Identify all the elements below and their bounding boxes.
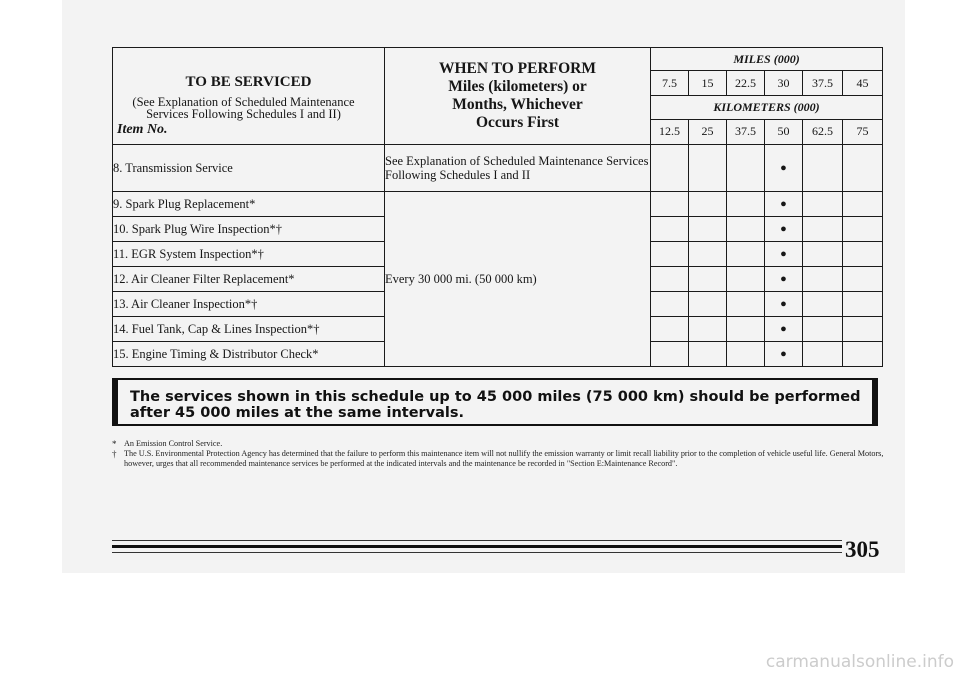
- interval-mark: [727, 342, 765, 367]
- interval-mark: [843, 217, 883, 242]
- interval-mark: [843, 267, 883, 292]
- interval-mark: [803, 267, 843, 292]
- service-item-name: 15. Engine Timing & Distributor Check*: [113, 342, 385, 367]
- service-item-name: 11. EGR System Inspection*†: [113, 242, 385, 267]
- footnote-symbol: *: [112, 439, 117, 449]
- footer-rule-thick: [112, 545, 842, 548]
- km-interval-3: 37.5: [727, 119, 765, 144]
- interval-mark: [843, 145, 883, 192]
- watermark-text: carmanualsonline.info: [765, 652, 954, 672]
- interval-mark: [727, 317, 765, 342]
- when-line-1: Miles (kilometers) or: [448, 78, 587, 95]
- km-interval-1: 12.5: [651, 119, 689, 144]
- miles-interval-3: 22.5: [727, 71, 765, 96]
- interval-mark: [689, 192, 727, 217]
- km-interval-4: 50: [765, 119, 803, 144]
- interval-mark: [651, 192, 689, 217]
- km-interval-5: 62.5: [803, 119, 843, 144]
- interval-mark: ●: [765, 267, 803, 292]
- interval-mark: [689, 267, 727, 292]
- interval-mark: [843, 242, 883, 267]
- miles-units-header: MILES (000): [651, 48, 883, 71]
- interval-mark: ●: [765, 292, 803, 317]
- interval-mark: [651, 342, 689, 367]
- interval-mark: [843, 192, 883, 217]
- km-interval-6: 75: [843, 119, 883, 144]
- item-no-label: Item No.: [117, 122, 168, 137]
- miles-interval-6: 45: [843, 71, 883, 96]
- when-to-perform-cell: Every 30 000 mi. (50 000 km): [385, 192, 651, 367]
- interval-mark: [689, 242, 727, 267]
- interval-mark: [727, 242, 765, 267]
- interval-mark: [803, 342, 843, 367]
- footnote-symbol: †: [112, 449, 117, 459]
- interval-mark: ●: [765, 242, 803, 267]
- when-to-perform-title: WHEN TO PERFORM: [438, 60, 597, 77]
- km-interval-2: 25: [689, 119, 727, 144]
- maintenance-schedule-table: [112, 47, 883, 367]
- interval-mark: [651, 217, 689, 242]
- service-item-name: 12. Air Cleaner Filter Replacement*: [113, 267, 385, 292]
- interval-mark: [651, 267, 689, 292]
- miles-interval-4: 30: [765, 71, 803, 96]
- watermark: [0, 652, 960, 672]
- interval-mark: [689, 292, 727, 317]
- miles-interval-5: 37.5: [803, 71, 843, 96]
- table-row: [113, 145, 883, 192]
- kilometers-units-header: KILOMETERS (000): [651, 96, 883, 119]
- miles-interval-2: 15: [689, 71, 727, 96]
- interval-mark: [803, 292, 843, 317]
- interval-mark: [727, 145, 765, 192]
- miles-interval-1: 7.5: [651, 71, 689, 96]
- when-line-3: Occurs First: [475, 114, 560, 131]
- interval-mark: [651, 317, 689, 342]
- interval-mark: [843, 342, 883, 367]
- service-item-name: 10. Spark Plug Wire Inspection*†: [113, 217, 385, 242]
- interval-mark: ●: [765, 192, 803, 217]
- interval-mark: [651, 145, 689, 192]
- interval-mark: [803, 217, 843, 242]
- interval-mark: [803, 317, 843, 342]
- interval-mark: [803, 145, 843, 192]
- service-item-name: 13. Air Cleaner Inspection*†: [113, 292, 385, 317]
- interval-mark: [803, 192, 843, 217]
- interval-mark: ●: [765, 317, 803, 342]
- footnote-emission: [112, 439, 887, 449]
- interval-mark: [689, 342, 727, 367]
- interval-mark: [843, 292, 883, 317]
- interval-mark: [727, 267, 765, 292]
- interval-mark: [689, 317, 727, 342]
- to-be-serviced-header: [113, 48, 385, 145]
- service-item-name: 8. Transmission Service: [113, 145, 385, 192]
- footer-rule: [112, 552, 842, 553]
- interval-mark: [727, 292, 765, 317]
- service-item-name: 9. Spark Plug Replacement*: [113, 192, 385, 217]
- service-item-name: 14. Fuel Tank, Cap & Lines Inspection*†: [113, 317, 385, 342]
- interval-mark: [689, 217, 727, 242]
- interval-mark: [727, 192, 765, 217]
- when-to-perform-header: [385, 48, 651, 145]
- interval-mark: ●: [765, 217, 803, 242]
- footnote-text: The U.S. Environmental Protection Agency has determined that the failure to perform this maintenance item will not nullify the emission warranty or limit recall liability prior to the completion of vehicle useful life. General Motors, however, urges that all recommended maintenance services be performed at the indicated intervals and the maintenance be recorded in "Section E:Maintenance Record".: [124, 449, 884, 468]
- schedule-note-banner: The services shown in this schedule up to 45 000 miles (75 000 km) should be performed after 45 000 miles at the same intervals.: [112, 378, 878, 426]
- footnote-epa: [112, 449, 887, 469]
- interval-mark: [651, 242, 689, 267]
- to-be-serviced-note: (See Explanation of Scheduled Maintenance Services Following Schedules I and II): [132, 94, 355, 121]
- interval-mark: [803, 242, 843, 267]
- interval-mark: [727, 217, 765, 242]
- footnote-text: An Emission Control Service.: [124, 439, 223, 448]
- interval-mark: ●: [765, 342, 803, 367]
- when-to-perform-cell: See Explanation of Scheduled Maintenance Services Following Schedules I and II: [385, 145, 651, 192]
- to-be-serviced-title: TO BE SERVICED: [185, 73, 312, 90]
- when-line-2: Months, Whichever: [452, 96, 583, 113]
- page-number: 305: [845, 537, 880, 562]
- interval-mark: [843, 317, 883, 342]
- footer-rule: [112, 540, 842, 541]
- interval-mark: ●: [765, 145, 803, 192]
- interval-mark: [689, 145, 727, 192]
- footnotes: [112, 439, 887, 469]
- table-row: [113, 192, 883, 217]
- interval-mark: [651, 292, 689, 317]
